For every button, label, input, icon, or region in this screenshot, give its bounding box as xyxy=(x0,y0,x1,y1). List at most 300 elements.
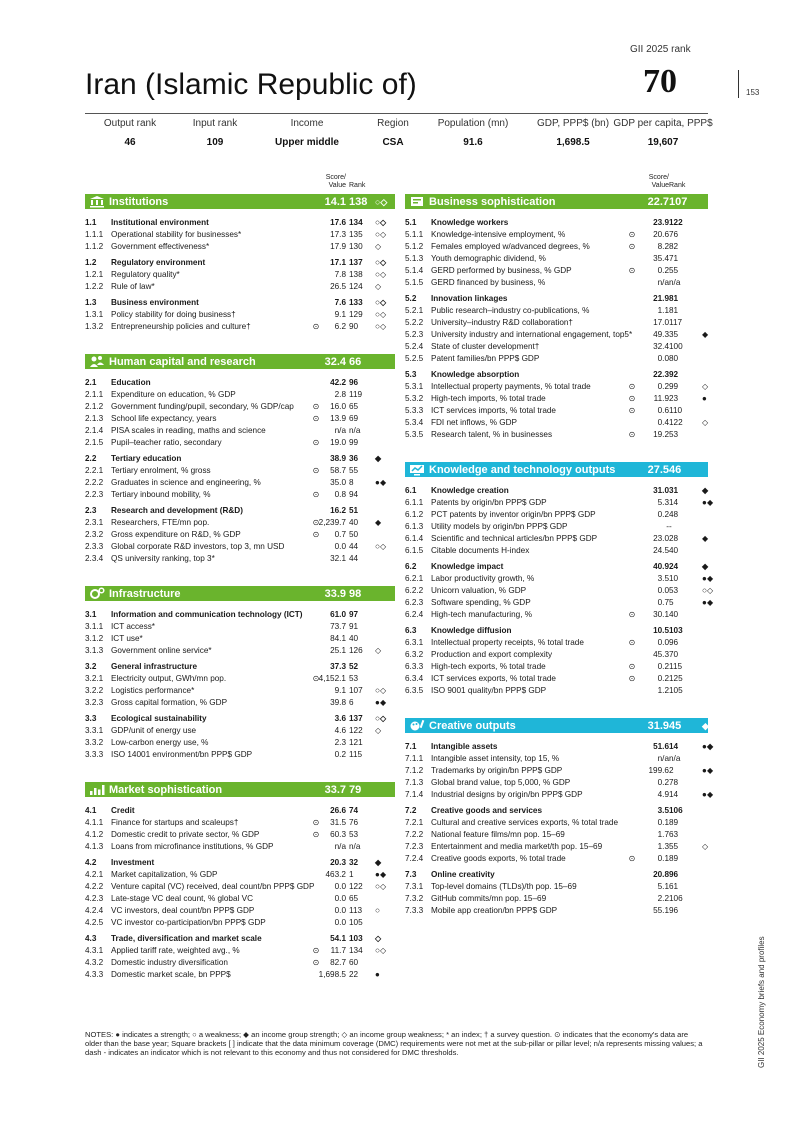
indicator-label: ISO 9001 quality/bn PPP$ GDP xyxy=(431,686,547,695)
indicator-value: 31.5 xyxy=(330,818,346,827)
indicator-value: 1,698.5 xyxy=(318,970,346,979)
indicator-value: 42.2 xyxy=(330,378,346,387)
indicator-value: 463.2 xyxy=(325,870,346,879)
indicator-value: 17.9 xyxy=(330,242,346,251)
strength-weakness-marker: ● xyxy=(375,970,380,979)
indicator-value: 1.7 xyxy=(657,830,669,839)
indicator-value: 0.0 xyxy=(334,906,346,915)
infrastructure-icon xyxy=(89,587,105,600)
older-data-icon: ⊙ xyxy=(628,394,636,403)
indicator-rank: 14 xyxy=(669,742,679,751)
strength-weakness-marker: ○◇ xyxy=(375,310,387,319)
indicator-label: Policy stability for doing business† xyxy=(111,310,236,319)
business-sophistication-icon xyxy=(409,195,425,208)
indicator-label: Intellectual property payments, % total trade xyxy=(431,382,591,391)
indicator-code: 6.1.5 xyxy=(405,546,424,555)
indicator-value: 1.1 xyxy=(657,306,669,315)
indicator-value: 4.6 xyxy=(334,726,346,735)
section-header-infrastructure xyxy=(85,586,395,601)
indicator-rank: 130 xyxy=(349,242,363,251)
creative-outputs-icon xyxy=(409,719,425,732)
indicator-rank: 138 xyxy=(349,270,363,279)
indicator-label: Knowledge absorption xyxy=(431,370,520,379)
indicator-label: Business environment xyxy=(111,298,199,307)
indicator-label: Tertiary enrolment, % gross xyxy=(111,466,211,475)
indicator-code: 4.3.3 xyxy=(85,970,104,979)
indicator-row xyxy=(405,277,708,289)
indicator-label: Rule of law* xyxy=(111,282,155,291)
indicator-value: 0.0 xyxy=(334,894,346,903)
indicator-row xyxy=(85,957,395,969)
pillar-row xyxy=(85,257,395,269)
indicator-rank: 126 xyxy=(349,646,363,655)
indicator-label: Institutional environment xyxy=(111,218,209,227)
indicator-code: 5.2.5 xyxy=(405,354,424,363)
indicator-code: 7.2.2 xyxy=(405,830,424,839)
indicator-row xyxy=(85,725,395,737)
indicator-label: Gross expenditure on R&D, % GDP xyxy=(111,530,241,539)
rank-column-header: Rank xyxy=(349,182,366,189)
indicator-rank: 22 xyxy=(349,970,359,979)
strength-weakness-marker: ◇ xyxy=(375,726,382,735)
strength-weakness-marker: ◇ xyxy=(375,934,382,943)
indicator-rank: 40 xyxy=(669,546,679,555)
indicator-row xyxy=(405,609,708,621)
indicator-code: 4.2.3 xyxy=(85,894,104,903)
stat-label: Output rank xyxy=(103,118,157,129)
indicator-code: 1.2 xyxy=(85,258,97,267)
pillar-row xyxy=(405,293,708,305)
indicator-label: Government online service* xyxy=(111,646,212,655)
rank-column-header: Rank xyxy=(669,182,686,189)
indicator-row xyxy=(405,597,714,609)
indicator-rank: 99 xyxy=(349,438,359,447)
section-rank: 66 xyxy=(349,356,362,368)
indicator-value: 35.0 xyxy=(330,478,346,487)
indicator-rank: 134 xyxy=(349,946,363,955)
indicator-rank: 134 xyxy=(349,218,363,227)
indicator-label: Electricity output, GWh/mn pop. xyxy=(111,674,227,683)
strength-weakness-marker: ●◆ xyxy=(702,598,714,607)
indicator-rank: 32 xyxy=(349,858,359,867)
indicator-value: 23.0 xyxy=(653,534,669,543)
gii-rank-label: GII 2025 rank xyxy=(630,44,691,55)
indicator-label: Creative goods exports, % total trade xyxy=(431,854,566,863)
stat-value: 46 xyxy=(124,137,136,148)
indicator-code: 3.2.1 xyxy=(85,674,104,683)
indicator-rank: 53 xyxy=(669,586,679,595)
indicator-label: GERD performed by business, % GDP xyxy=(431,266,572,275)
indicator-code: 5.3.1 xyxy=(405,382,424,391)
indicator-value: 26.6 xyxy=(330,806,346,815)
indicator-row xyxy=(85,389,395,401)
indicator-value: 20.8 xyxy=(653,870,669,879)
indicator-value: - xyxy=(666,522,669,531)
indicator-rank: 82 xyxy=(669,242,679,251)
indicator-row xyxy=(85,869,395,881)
indicator-label: Youth demographic dividend, % xyxy=(431,254,546,263)
indicator-value: 0.2 xyxy=(657,266,669,275)
indicator-rank: 105 xyxy=(669,686,683,695)
indicator-label: Domestic market scale, bn PPP$ xyxy=(111,970,231,979)
indicator-rank: 110 xyxy=(669,406,683,415)
strength-weakness-marker: ◆ xyxy=(375,518,382,527)
indicator-label: Gross capital formation, % GDP xyxy=(111,698,228,707)
indicator-value: 2.3 xyxy=(334,738,346,747)
human-capital-icon xyxy=(89,355,105,368)
pillar-row xyxy=(85,505,395,517)
indicator-code: 7.1.4 xyxy=(405,790,424,799)
section-title: Human capital and research xyxy=(109,356,256,368)
indicator-code: 5.2.3 xyxy=(405,330,424,339)
indicator-value: 61.0 xyxy=(330,610,346,619)
indicator-rank: 81 xyxy=(669,306,679,315)
indicator-row xyxy=(405,317,708,329)
indicator-code: 6.2.2 xyxy=(405,586,424,595)
indicator-code: 7.1 xyxy=(405,742,417,751)
indicator-rank: 80 xyxy=(669,354,679,363)
indicator-label: QS university ranking, top 3* xyxy=(111,554,215,563)
section-rank: 79 xyxy=(349,784,362,796)
older-data-icon: ⊙ xyxy=(628,406,636,415)
indicator-rank: 8 xyxy=(349,478,354,487)
indicator-value: 39.8 xyxy=(330,698,346,707)
indicator-code: 5.3.3 xyxy=(405,406,424,415)
indicator-value: 58.7 xyxy=(330,466,346,475)
section-title: Infrastructure xyxy=(109,588,181,600)
indicator-value: 20.6 xyxy=(653,230,669,239)
strength-weakness-marker: ◆ xyxy=(702,534,709,543)
older-data-icon: ⊙ xyxy=(312,518,320,527)
indicator-rank: 90 xyxy=(349,322,359,331)
indicator-value: 17.0 xyxy=(653,318,669,327)
indicator-value: 55.1 xyxy=(653,906,669,915)
indicator-value: 0.2 xyxy=(657,662,669,671)
pillar-row xyxy=(85,933,395,945)
indicator-label: VC investor co-participation/bn PPP$ GDP xyxy=(111,918,266,927)
section-rank: 46 xyxy=(669,464,682,476)
indicator-row xyxy=(85,465,395,477)
indicator-rank: 53 xyxy=(669,430,679,439)
indicator-rank: 119 xyxy=(349,390,363,399)
score-column-header: Score/ Value xyxy=(648,174,669,189)
strength-weakness-marker: ○◇ xyxy=(375,258,387,267)
indicator-label: Intangible asset intensity, top 15, % xyxy=(431,754,560,763)
strength-weakness-marker: ●◆ xyxy=(375,698,387,707)
strength-weakness-marker: ○◇ xyxy=(375,218,387,227)
indicator-rank: 40 xyxy=(669,610,679,619)
indicator-row xyxy=(405,817,708,829)
indicator-value: 0.0 xyxy=(657,586,669,595)
indicator-code: 3.2.2 xyxy=(85,686,104,695)
older-data-icon: ⊙ xyxy=(312,818,320,827)
indicator-row xyxy=(405,765,714,777)
indicator-label: Knowledge-intensive employment, % xyxy=(431,230,566,239)
stat-label: Region xyxy=(377,118,409,129)
indicator-row xyxy=(85,817,395,829)
indicator-value: 22.3 xyxy=(653,370,669,379)
indicator-label: Domestic industry diversification xyxy=(111,958,228,967)
indicator-value: 0.6 xyxy=(657,406,669,415)
indicator-label: Females employed w/advanced degrees, % xyxy=(431,242,590,251)
indicator-label: Trademarks by origin/bn PPP$ GDP xyxy=(431,766,563,775)
indicator-label: Information and communication technology (ICT) xyxy=(111,610,303,619)
indicator-code: 7.2.3 xyxy=(405,842,424,851)
indicator-label: Patents by origin/bn PPP$ GDP xyxy=(431,498,547,507)
indicator-rank: 44 xyxy=(349,554,359,563)
indicator-code: 5.2.4 xyxy=(405,342,424,351)
indicator-rank: n/a xyxy=(669,278,681,287)
indicator-label: Late-stage VC deal count, % global VC xyxy=(111,894,254,903)
indicator-value: 11.7 xyxy=(330,946,346,955)
indicator-rank: 36 xyxy=(349,454,359,463)
strength-weakness-marker: ◆ xyxy=(702,486,709,495)
indicator-value: 24.5 xyxy=(653,546,669,555)
indicator-rank: 35 xyxy=(669,330,679,339)
indicator-value: n/a xyxy=(334,842,346,851)
indicator-row xyxy=(85,517,395,529)
indicator-row xyxy=(405,509,708,521)
indicator-code: 6.3 xyxy=(405,626,417,635)
section-rank: 107 xyxy=(669,196,688,208)
indicator-row xyxy=(405,521,708,533)
indicator-row xyxy=(405,241,708,253)
indicator-row xyxy=(405,853,708,865)
indicator-row xyxy=(85,969,395,981)
indicator-code: 4.2.2 xyxy=(85,882,104,891)
indicator-rank: 63 xyxy=(669,830,679,839)
indicator-label: Public research–industry co-publications, % xyxy=(431,306,590,315)
indicator-code: 6.3.5 xyxy=(405,686,424,695)
indicator-code: 7.3.1 xyxy=(405,882,424,891)
indicator-rank: 89 xyxy=(669,818,679,827)
indicator-value: 9.1 xyxy=(334,686,346,695)
indicator-value: 0.0 xyxy=(657,638,669,647)
indicator-rank: 70 xyxy=(669,650,679,659)
indicator-rank: - xyxy=(669,522,672,531)
indicator-code: 2.3.2 xyxy=(85,530,104,539)
indicator-code: 2.3 xyxy=(85,506,97,515)
indicator-value: 0.8 xyxy=(334,490,346,499)
indicator-row xyxy=(405,329,708,341)
strength-weakness-marker: ●◆ xyxy=(702,498,714,507)
indicator-code: 3.3.2 xyxy=(85,738,104,747)
indicator-code: 4.1 xyxy=(85,806,97,815)
pillar-row xyxy=(405,369,708,381)
indicator-value: 0.7 xyxy=(657,598,669,607)
indicator-value: 199.6 xyxy=(648,766,669,775)
indicator-rank: 2 xyxy=(669,766,674,775)
strength-weakness-marker: ○◇ xyxy=(375,714,387,723)
older-data-icon: ⊙ xyxy=(312,674,320,683)
indicator-code: 1.3 xyxy=(85,298,97,307)
indicator-value: 4,152.1 xyxy=(318,674,346,683)
older-data-icon: ⊙ xyxy=(628,382,636,391)
strength-weakness-marker: ◇ xyxy=(375,282,382,291)
indicator-code: 5.1.3 xyxy=(405,254,424,263)
indicator-rank: 65 xyxy=(349,402,359,411)
indicator-row xyxy=(405,573,714,585)
indicator-rank: 6 xyxy=(349,698,354,707)
indicator-row xyxy=(405,753,708,765)
indicator-row xyxy=(405,789,714,801)
indicator-label: Credit xyxy=(111,806,135,815)
pillar-row xyxy=(405,805,708,817)
indicator-rank: 91 xyxy=(349,622,359,631)
indicator-label: Knowledge impact xyxy=(431,562,504,571)
indicator-rank: 50 xyxy=(349,530,359,539)
pillar-row xyxy=(85,609,395,621)
indicator-row xyxy=(85,437,395,449)
older-data-icon: ⊙ xyxy=(628,674,636,683)
pillar-row xyxy=(405,217,708,229)
indicator-rank: 44 xyxy=(349,542,359,551)
indicator-label: Labor productivity growth, % xyxy=(431,574,535,583)
indicator-value: 30.1 xyxy=(653,610,669,619)
section-header-institutions xyxy=(85,194,395,209)
indicator-row xyxy=(85,241,395,253)
older-data-icon: ⊙ xyxy=(628,266,636,275)
indicator-label: Creative goods and services xyxy=(431,806,543,815)
older-data-icon: ⊙ xyxy=(312,402,320,411)
indicator-label: Trade, diversification and market scale xyxy=(111,934,262,943)
indicator-code: 5.1.1 xyxy=(405,230,424,239)
indicator-label: Regulatory environment xyxy=(111,258,206,267)
indicator-row xyxy=(85,621,395,633)
indicator-value: 5.3 xyxy=(657,498,669,507)
indicator-row xyxy=(85,633,395,645)
indicator-label: Entertainment and media market/th pop. 15–69 xyxy=(431,842,603,851)
stat-label: GDP, PPP$ (bn) xyxy=(536,118,610,129)
indicator-value: 6.2 xyxy=(334,322,346,331)
indicator-row xyxy=(85,881,395,893)
indicator-row xyxy=(405,341,708,353)
indicator-rank: 23 xyxy=(669,394,679,403)
section-header-business-sophistication xyxy=(405,194,708,209)
indicator-value: 0.0 xyxy=(334,882,346,891)
indicator-code: 3.2 xyxy=(85,662,97,671)
strength-weakness-marker: ●◆ xyxy=(375,478,387,487)
indicator-row xyxy=(405,533,708,545)
indicator-value: 9.1 xyxy=(334,310,346,319)
indicator-row xyxy=(405,393,708,405)
pillar-row xyxy=(85,857,395,869)
indicator-code: 6.1.3 xyxy=(405,522,424,531)
indicator-row xyxy=(405,429,708,441)
strength-weakness-marker: ●◆ xyxy=(702,574,714,583)
indicator-rank: n/a xyxy=(349,426,361,435)
indicator-row xyxy=(405,229,708,241)
indicator-code: 3.1.2 xyxy=(85,634,104,643)
indicator-code: 4.3.1 xyxy=(85,946,104,955)
indicator-code: 2.1.5 xyxy=(85,438,104,447)
indicator-value: 49.3 xyxy=(653,330,669,339)
indicator-row xyxy=(405,841,708,853)
older-data-icon: ⊙ xyxy=(628,230,636,239)
indicator-code: 6.1.1 xyxy=(405,498,424,507)
indicator-label: Tertiary inbound mobility, % xyxy=(111,490,211,499)
indicator-row xyxy=(85,321,395,333)
section-header-creative-outputs xyxy=(405,718,708,733)
indicator-row xyxy=(85,489,395,501)
indicator-code: 5.2.1 xyxy=(405,306,424,315)
indicator-label: ISO 14001 environment/bn PPP$ GDP xyxy=(111,750,253,759)
indicator-value: 19.2 xyxy=(653,430,669,439)
institutions-icon xyxy=(89,195,105,208)
pillar-row xyxy=(85,713,395,725)
indicator-label: General infrastructure xyxy=(111,662,197,671)
indicator-code: 6.2.4 xyxy=(405,610,424,619)
indicator-code: 1.2.2 xyxy=(85,282,104,291)
indicator-label: Global corporate R&D investors, top 3, mn USD xyxy=(111,542,285,551)
indicator-row xyxy=(85,477,395,489)
section-score: 33.9 xyxy=(324,588,346,600)
indicator-value: n/a xyxy=(334,426,346,435)
indicator-value: 16.2 xyxy=(330,506,346,515)
indicator-value: 0.2 xyxy=(657,674,669,683)
pillar-row xyxy=(85,297,395,309)
indicator-label: Knowledge workers xyxy=(431,218,509,227)
indicator-label: PISA scales in reading, maths and science xyxy=(111,426,266,435)
indicator-rank: 55 xyxy=(669,842,679,851)
indicator-code: 7.1.3 xyxy=(405,778,424,787)
indicator-value: 4.9 xyxy=(657,790,669,799)
indicator-code: 2.1 xyxy=(85,378,97,387)
indicator-row xyxy=(85,229,395,241)
section-score: 14.1 xyxy=(324,196,346,208)
indicator-rank: 81 xyxy=(669,294,679,303)
indicator-rank: 40 xyxy=(349,518,359,527)
indicator-row xyxy=(405,673,708,685)
indicator-rank: 55 xyxy=(669,266,679,275)
strength-weakness-marker: ●◆ xyxy=(702,790,714,799)
indicator-row xyxy=(85,401,395,413)
indicator-value: 3.5 xyxy=(657,806,669,815)
indicator-code: 1.3.2 xyxy=(85,322,104,331)
section-title: Knowledge and technology outputs xyxy=(429,464,616,476)
older-data-icon: ⊙ xyxy=(312,490,320,499)
indicator-value: 26.5 xyxy=(330,282,346,291)
older-data-icon: ⊙ xyxy=(628,242,636,251)
indicator-label: Domestic credit to private sector, % GDP xyxy=(111,830,260,839)
indicator-value: 19.0 xyxy=(330,438,346,447)
indicator-code: 2.1.2 xyxy=(85,402,104,411)
indicator-label: Education xyxy=(111,378,151,387)
indicator-row xyxy=(405,545,708,557)
indicator-code: 6.1 xyxy=(405,486,417,495)
section-score: 27.5 xyxy=(647,464,669,476)
indicator-row xyxy=(405,649,708,661)
strength-weakness-marker: ◇ xyxy=(702,382,709,391)
indicator-label: Finance for startups and scaleups† xyxy=(111,818,239,827)
pillar-row xyxy=(85,377,395,389)
indicator-code: 6.1.4 xyxy=(405,534,424,543)
indicator-value: 0.2 xyxy=(657,510,669,519)
older-data-icon: ⊙ xyxy=(312,946,320,955)
knowledge-technology-icon xyxy=(409,463,425,476)
indicator-row xyxy=(85,893,395,905)
indicator-rank: n/a xyxy=(349,842,361,851)
indicator-value: 32.1 xyxy=(330,554,346,563)
indicator-code: 5.2 xyxy=(405,294,417,303)
indicator-row xyxy=(405,905,708,917)
indicator-code: 5.1 xyxy=(405,218,417,227)
indicator-label: GitHub commits/mn pop. 15–69 xyxy=(431,894,547,903)
stat-label: Population (mn) xyxy=(437,118,509,129)
indicator-rank: 122 xyxy=(669,418,683,427)
strength-weakness-marker: ●◆ xyxy=(702,766,714,775)
indicator-value: n/a xyxy=(657,278,669,287)
